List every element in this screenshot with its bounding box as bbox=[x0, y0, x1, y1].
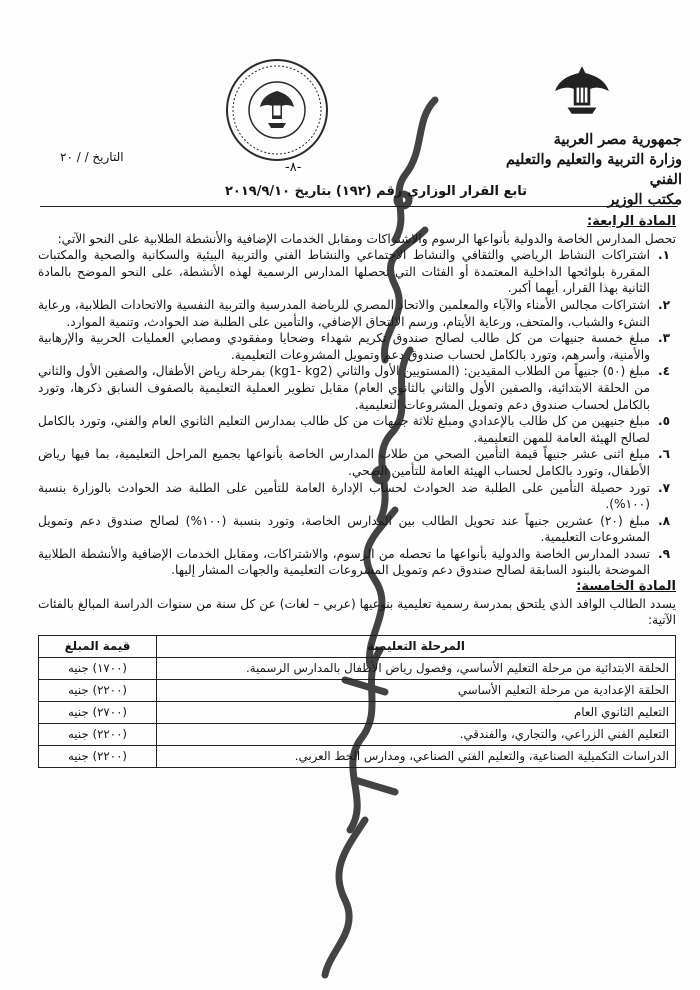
item-number: ٦. bbox=[657, 447, 671, 462]
item-number: ٤. bbox=[657, 364, 671, 379]
article-4-intro: تحصل المدارس الخاصة والدولية بأنواعها الرسوم والاشتراكات ومقابل الخدمات الإضافية والأنشطة الطلابية على النحو الآتي: bbox=[57, 231, 676, 246]
list-item bbox=[38, 330, 676, 363]
item-text: اشتراكات النشاط الرياضي والثقافي والنشاط الاجتماعي والنشاط الفني والتربية البيئية والسكانية والصحية والمكتبات المقررة بلوائحها الداخلية المعتمدة أو الفئات التي تحصلها المدارس الرسمية لهذه الأنشطة، على النحو الموضح بالمادة الثانية بهذا القرار، أيهما أكبر. bbox=[38, 248, 650, 296]
amount-cell: (٢٢٠٠) جنيه bbox=[39, 679, 157, 701]
item-number: ٧. bbox=[657, 480, 671, 495]
list-item bbox=[38, 546, 676, 579]
ministry-line-2: وزارة التربية والتعليم والتعليم الفني bbox=[505, 151, 682, 188]
date-field: التاريخ / / ٢٠ bbox=[60, 150, 124, 164]
item-text: تورد حصيلة التأمين على الطلبة ضد الحوادث لحساب الإدارة العامة للتأمين على الطلبة ضد الحوادث بالوزارة بنسبة (١٠٠%). bbox=[38, 480, 650, 512]
egypt-eagle-emblem-icon bbox=[551, 60, 613, 122]
amount-column-header: قيمة المبلغ bbox=[39, 635, 157, 657]
stage-column-header: المرحلة التعليمية bbox=[157, 635, 676, 657]
table-row bbox=[39, 701, 676, 723]
article-4-heading: المادة الرابعة: bbox=[587, 214, 676, 229]
item-text: مبلغ (٢٠) عشرين جنيهاً عند تحويل الطالب بين المدارس الخاصة، وتورد بنسبة (١٠٠%) لصالح صندوق دعم وتمويل المشروعات التعليمية. bbox=[38, 513, 650, 545]
table-header-row bbox=[39, 635, 676, 657]
header-divider bbox=[40, 206, 678, 207]
list-item bbox=[38, 480, 676, 513]
document-body bbox=[38, 214, 676, 768]
list-item bbox=[38, 413, 676, 446]
table-row bbox=[39, 657, 676, 679]
amount-cell: (٢٢٠٠) جنيه bbox=[39, 745, 157, 767]
table-row bbox=[39, 723, 676, 745]
item-text: مبلغ جنيهين من كل طالب بالإعدادي ومبلغ ثلاثة جنيهات من كل طالب بمدارس التعليم الثانوي العام والفني، وتورد بالكامل لصالح الهيئة العامة للمهن التعليمية. bbox=[38, 414, 650, 445]
list-item bbox=[38, 513, 676, 546]
stage-cell: الحلقة الإعدادية من مرحلة التعليم الأساسي bbox=[157, 679, 676, 701]
item-text: مبلغ (٥٠) جنيهاً من الطلاب المقيدين: (المستويين الأول والثاني (kg1- kg2) بمرحلة رياض الأطفال، والصفين الأول والثاني من الحلقة الابتدائية، والصفين الأول والثاني بالثانوي العام) مقابل تطوير العملية التعليمية بالصفوف السابق ذكرها، وتورد بالكامل لحساب صندوق دعم وتمويل المشروعات التعليمية. bbox=[38, 364, 651, 412]
ministry-seal-icon bbox=[222, 55, 332, 165]
stage-cell: التعليم الفني الزراعي، والتجاري، والفندقي. bbox=[157, 723, 676, 745]
item-number: ٢. bbox=[657, 297, 671, 312]
table-row bbox=[39, 679, 676, 701]
list-item bbox=[38, 363, 676, 413]
amount-cell: (١٧٠٠) جنيه bbox=[39, 657, 157, 679]
article-5-intro: يسدد الطالب الوافد الذي يلتحق بمدرسة رسمية تعليمية بنوعيها (عربي – لغات) عن كل سنة من سنوات الدراسة المبالغ بالفئات الآتية: bbox=[38, 596, 676, 628]
stage-cell: التعليم الثانوي العام bbox=[157, 701, 676, 723]
item-text: مبلغ اثنى عشر جنيهاً قيمة التأمين الصحي من طلاب المدارس الخاصة بأنواعها بجميع المراحل التعليمية، بما فيها رياض الأطفال، وتورد بالكامل لحساب الهيئة العامة للتأمين الصحي. bbox=[38, 447, 650, 478]
list-item bbox=[38, 446, 676, 479]
article-5-heading: المادة الخامسة: bbox=[576, 579, 676, 595]
ministry-line-1: جمهورية مصر العربية bbox=[553, 131, 682, 148]
amount-cell: (٢٢٠٠) جنيه bbox=[39, 723, 157, 745]
stage-cell: الحلقة الابتدائية من مرحلة التعليم الأساسي، وفصول رياض الأطفال بالمدارس الرسمية. bbox=[157, 657, 676, 679]
stage-cell: الدراسات التكميلية الصناعية، والتعليم الفني الصناعي، ومدارس الخط العربي. bbox=[157, 745, 676, 767]
decision-title: تابع القرار الوزاري رقم (١٩٢) بتاريخ ٢٠١٩/٩/١٠ bbox=[225, 184, 527, 199]
page-number: -٨- bbox=[285, 160, 302, 175]
amount-cell: (٢٧٠٠) جنيه bbox=[39, 701, 157, 723]
item-number: ٩. bbox=[657, 546, 671, 561]
item-text: اشتراكات مجالس الأمناء والآباء والمعلمين والاتحاد المصري للرياضة المدرسية والتربية النفسية والاتحادات الطلابية، ورعاية النشء والشباب، والمتحف، ورعاية الأيتام، ورسم الالتحاق الإضافي، والتأمين على الطلبة ضد الحوادث، وتنمية الموارد. bbox=[38, 297, 650, 329]
article-4-items bbox=[38, 247, 676, 579]
list-item bbox=[38, 297, 676, 330]
item-number: ٨. bbox=[657, 513, 671, 528]
ministry-line-3: مكتب الوزير bbox=[607, 191, 682, 208]
item-text: مبلغ خمسة جنيهات من كل طالب لصالح صندوق تكريم شهداء وضحايا ومفقودي ومصابي العمليات الحربية والإرهابية والأمنية، وأسرهم، وتورد بالكامل لحساب صندوق دعم وتمويل المشروعات التعليمية. bbox=[38, 331, 650, 362]
item-number: ١. bbox=[657, 248, 671, 263]
item-number: ٣. bbox=[657, 331, 671, 346]
item-text: تسدد المدارس الخاصة والدولية بأنواعها ما تحصله من الرسوم، والاشتراكات، ومقابل الخدمات الإضافية والأنشطة الطلابية الموضحة بالبنود السابقة لصالح صندوق دعم وتمويل المشروعات التعليمية والجهات المشار إليها. bbox=[38, 546, 650, 578]
fees-table bbox=[38, 635, 676, 768]
item-number: ٥. bbox=[657, 414, 671, 429]
table-row bbox=[39, 745, 676, 767]
list-item bbox=[38, 247, 676, 297]
